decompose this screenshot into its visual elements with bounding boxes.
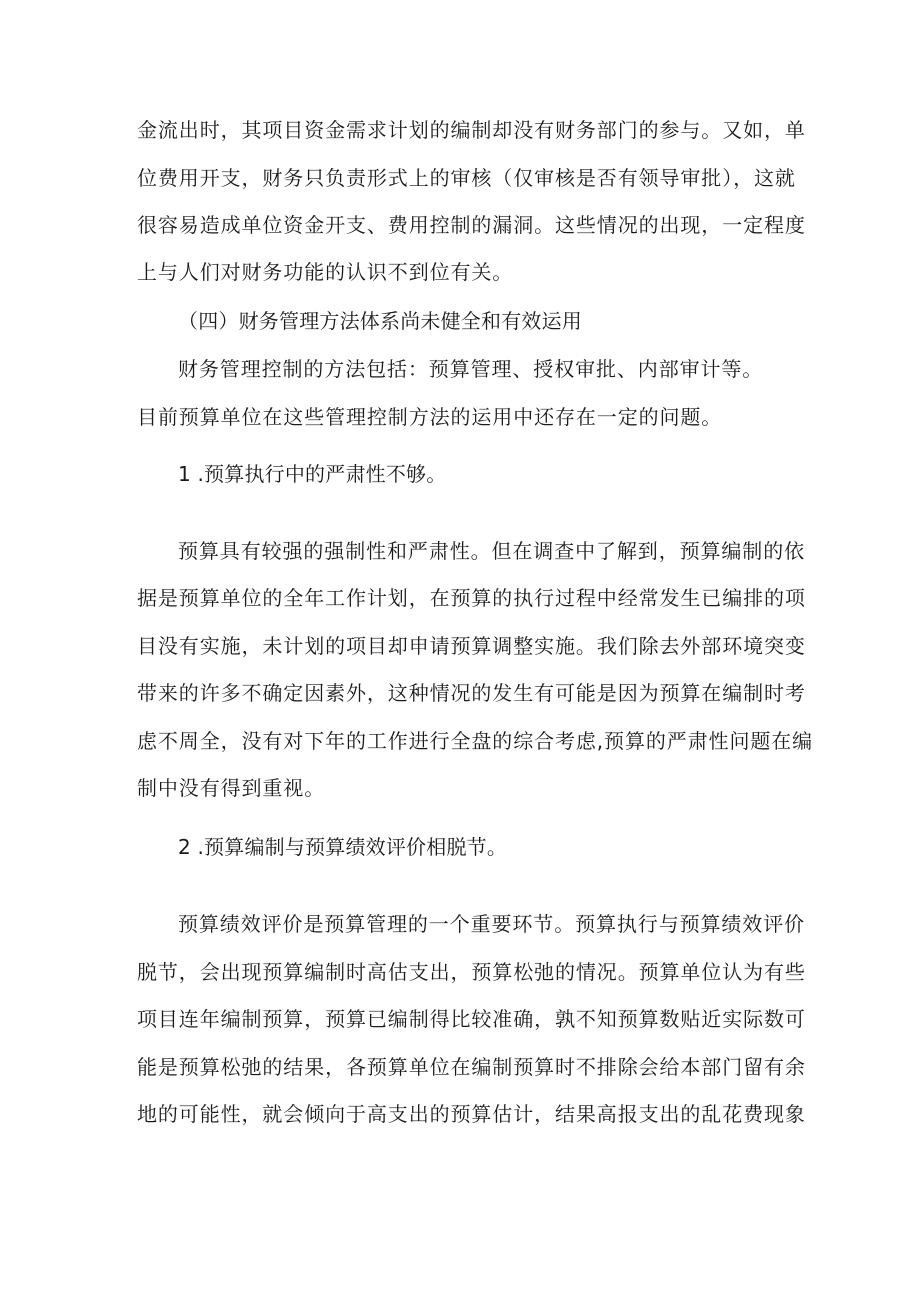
paragraph-line: 据是预算单位的全年工作计划，在预算的执行过程中经常发生已编排的项	[137, 586, 806, 610]
item-heading-2: 2 .预算编制与预算绩效评价相脱节。	[178, 835, 508, 859]
paragraph-line: 项目连年编制预算，预算已编制得比较准确，孰不知预算数贴近实际数可	[137, 1007, 806, 1031]
paragraph-line: 财务管理控制的方法包括：预算管理、授权审批、内部审计等。	[178, 357, 764, 381]
paragraph-line: 目没有实施，未计划的项目却申请预算调整实施。我们除去外部环境突变	[137, 634, 806, 658]
section-heading: （四）财务管理方法体系尚未健全和有效运用	[178, 309, 582, 333]
paragraph-line: 目前预算单位在这些管理控制方法的运用中还存在一定的问题。	[137, 405, 723, 429]
paragraph-line: 制中没有得到重视。	[137, 776, 326, 800]
paragraph-line: 预算具有较强的强制性和严肃性。但在调查中了解到，预算编制的依	[178, 539, 805, 563]
paragraph-line: 预算绩效评价是预算管理的一个重要环节。预算执行与预算绩效评价	[178, 912, 805, 936]
paragraph-line: 虑不周全，没有对下年的工作进行全盘的综合考虑,预算的严肃性问题在编	[137, 729, 814, 753]
paragraph-line: 脱节，会出现预算编制时高估支出，预算松弛的情况。预算单位认为有些	[137, 960, 806, 984]
paragraph-line: 能是预算松弛的结果，各预算单位在编制预算时不排除会给本部门留有余	[137, 1055, 806, 1079]
paragraph-line: 很容易造成单位资金开支、费用控制的漏洞。这些情况的出现，一定程度	[137, 213, 806, 237]
paragraph-line: 地的可能性，就会倾向于高支出的预算估计，结果高报支出的乱花费现象	[137, 1102, 806, 1126]
paragraph-line: 带来的许多不确定因素外，这种情况的发生有可能是因为预算在编制时考	[137, 681, 806, 705]
paragraph-line: 上与人们对财务功能的认识不到位有关。	[137, 260, 514, 284]
item-heading-1: 1 .预算执行中的严肃性不够。	[178, 462, 447, 486]
paragraph-line: 位费用开支，财务只负责形式上的审核（仅审核是否有领导审批），这就	[137, 166, 796, 190]
paragraph-line: 金流出时，其项目资金需求计划的编制却没有财务部门的参与。又如，单	[137, 118, 806, 142]
